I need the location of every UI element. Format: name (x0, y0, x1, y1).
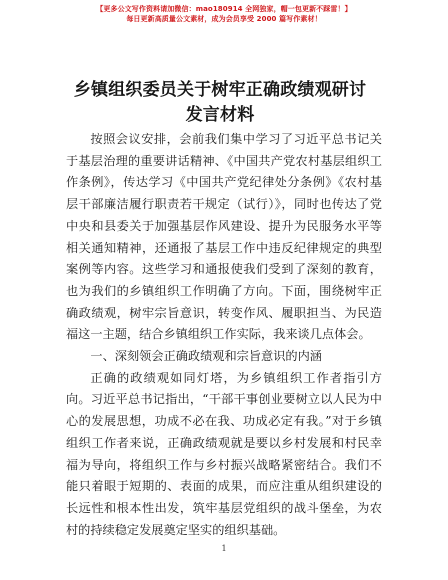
promo-banner-line-1: 【更多公文写作资料请加微信：mao180914 全网独家，帽一包更新不踩雷！】 (96, 5, 352, 13)
body-paragraph: 正确的政绩观如同灯塔，为乡镇组织工作者指引方向。习近平总书记指出，“干部干事创业要树立以人民为中心的发展思想，功成不必在我、功成必定有我。”对于乡镇组织工作者来说，正确政绩观就是要以乡村发展和村民幸福为导向，将组织工作与乡村振兴战略紧密结合。我们不能只着眼于短期的、表面的成果，而应注重从组织建设的长远性和根本性出发，筑牢基层党组织的战斗堡垒，为农村的持续稳定发展奠定坚实的组织基础。 (66, 370, 382, 537)
document-body (66, 129, 382, 541)
intro-paragraph: 按照会议安排，会前我们集中学习了习近平总书记关于基层治理的重要讲话精神、《中国共产党农村基层组织工作条例》，传达学习《中国共产党纪律处分条例》《农村基层干部廉洁履行职责若干规定（试行）》，同时也传达了党中央和县委关于加强基层作风建设、提升为民服务水平等相关通知精神，还通报了基层工作中违反纪律规定的典型案例等内容。这些学习和通报使我们受到了深刻的教育，也为我们的乡镇组织工作明确了方向。下面，围绕树牢正确政绩观，树牢宗旨意识，转变作风、履职担当、为民造福这一主题，结合乡镇组织工作实际，我来谈几点体会。 (66, 132, 382, 342)
document-title: 乡镇组织委员关于树牢正确政绩观研讨发言材料 (73, 80, 367, 125)
promo-banner-line-2: 每日更新高质量公文素材，成为会员享受 2000 篇写作素材！ (126, 15, 322, 23)
section-heading: 一、深刻领会正确政绩观和宗旨意识的内涵 (90, 349, 322, 364)
page-number: 1 (221, 544, 227, 553)
